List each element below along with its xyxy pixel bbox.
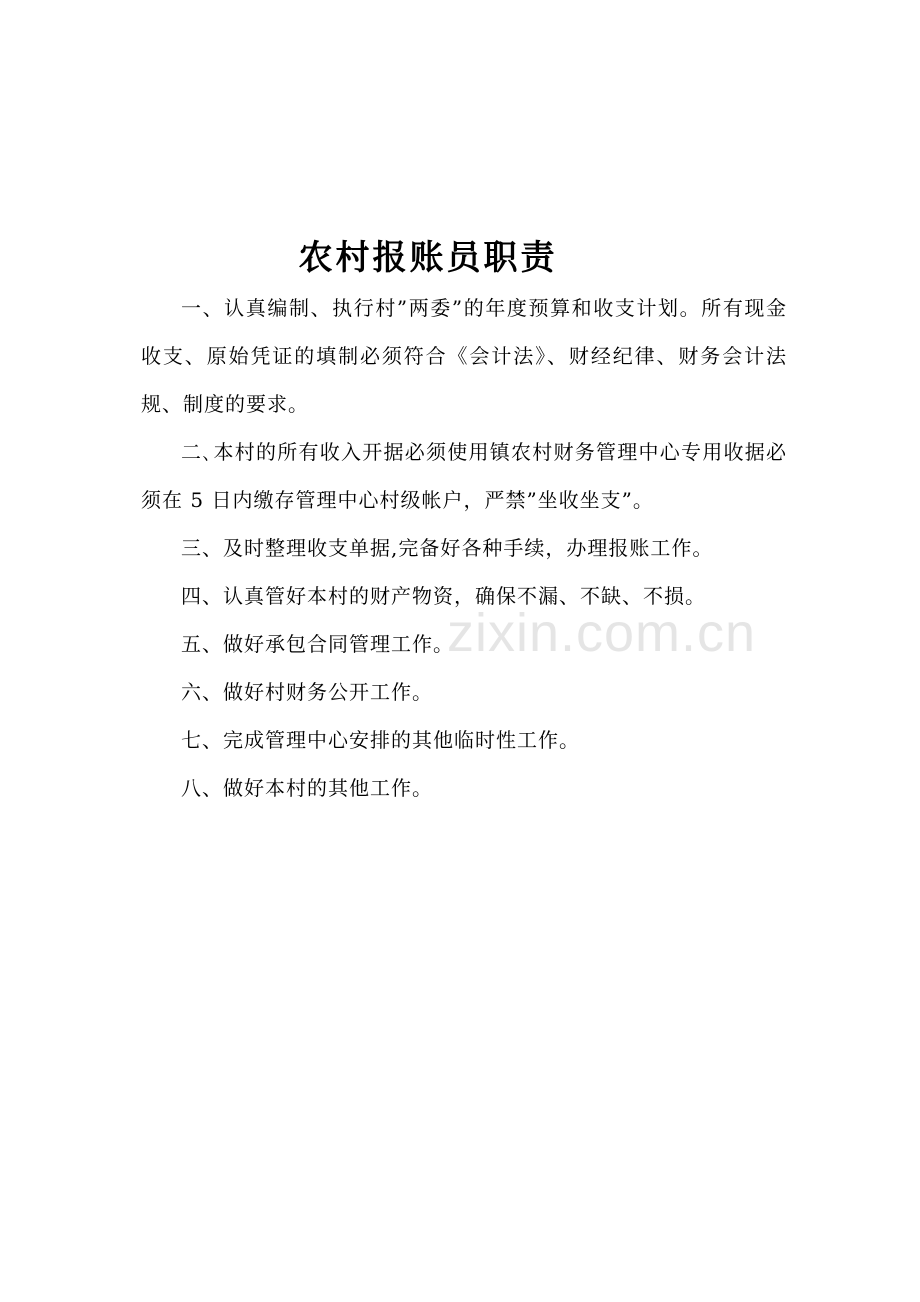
paragraph-4: 四、认真管好本村的财产物资，确保不漏、不缺、不损。 [181, 584, 706, 608]
watermark: zixin.com.cn [447, 603, 757, 663]
paragraph-8: 八、做好本村的其他工作。 [181, 776, 433, 800]
paragraph-3: 三、及时整理收支单据,完备好各种手续，办理报账工作。 [181, 536, 714, 560]
document-body [141, 284, 787, 812]
paragraph-7: 七、完成管理中心安排的其他临时性工作。 [181, 728, 580, 752]
paragraph-6: 六、做好村财务公开工作。 [181, 680, 433, 704]
paragraph-2: 二､本村的所有收入开据必须使用镇农村财务管理中心专用收据必须在 5 日内缴存管理中心村级帐户，严禁”坐收坐支”。 [141, 440, 787, 512]
paragraph-5: 五、做好承包合同管理工作。 [181, 632, 454, 656]
document-title: 农村报账员职责 [298, 238, 558, 278]
paragraph-1: 一、认真编制、执行村”两委”的年度预算和收支计划。所有现金收支、原始凭证的填制必须符合《会计法》、财经纪律、财务会计法规、制度的要求。 [141, 296, 787, 416]
